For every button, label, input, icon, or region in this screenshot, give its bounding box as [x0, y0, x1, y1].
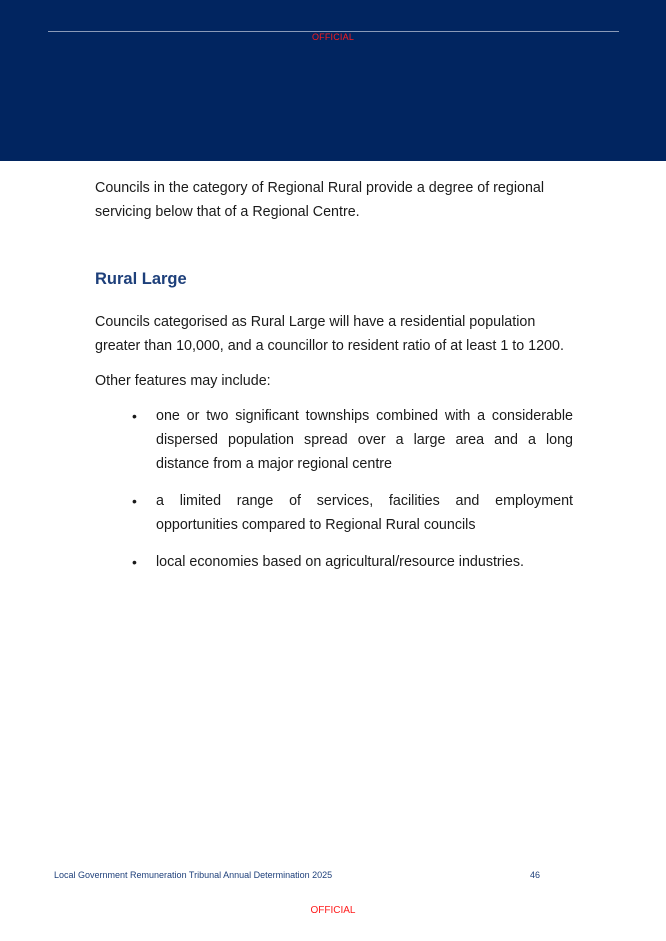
list-item-text: local economies based on agricultural/resource industries. [156, 554, 524, 570]
features-intro: Other features may include: [95, 373, 271, 389]
list-item [130, 550, 573, 574]
list-item [130, 489, 573, 537]
classification-label-top: OFFICIAL [311, 32, 355, 42]
bullet-icon: • [132, 408, 137, 424]
header-band [0, 0, 666, 161]
list-item-text: a limited range of services, facilities and employment opportunities compared to Regional Rural councils [156, 493, 573, 533]
page-number: 46 [530, 870, 541, 880]
description-paragraph: Councils categorised as Rural Large will have a residential population greater than 10,000, and a councillor to resident ratio of at least 1 to 1200. [95, 314, 564, 354]
section-heading: Rural Large [95, 270, 187, 288]
intro-block [95, 176, 573, 224]
list-item [130, 404, 573, 476]
features-list [130, 404, 573, 587]
list-item-text: one or two significant townships combined with a considerable dispersed population spread over a large area and a long distance from a major regional centre [156, 408, 573, 472]
classification-label-bottom: OFFICIAL [310, 905, 356, 916]
bullet-icon: • [132, 493, 137, 509]
bullet-icon: • [132, 554, 137, 570]
footer-title: Local Government Remuneration Tribunal Annual Determination 2025 [54, 870, 333, 880]
intro-paragraph: Councils in the category of Regional Rural provide a degree of regional servicing below that of a Regional Centre. [95, 180, 545, 220]
